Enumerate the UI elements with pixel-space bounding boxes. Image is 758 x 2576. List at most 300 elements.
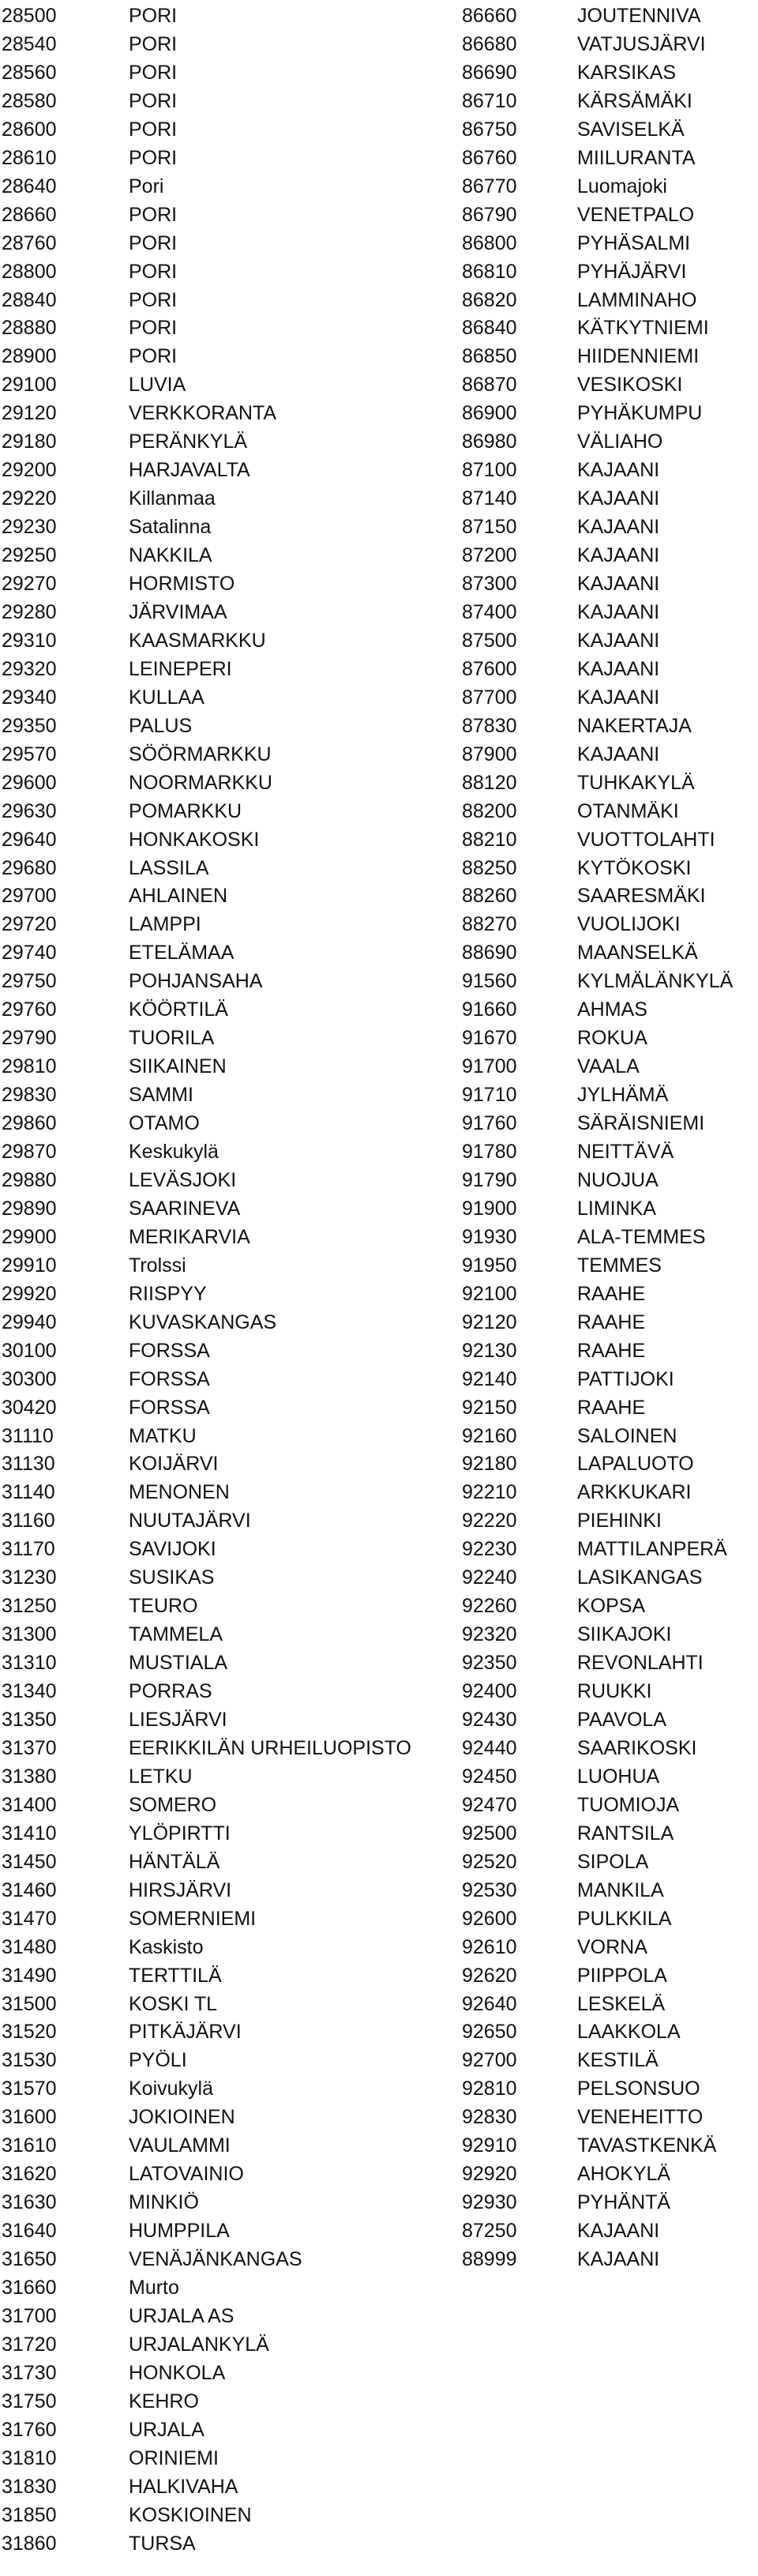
locality-name: KÄRSÄMÄKI (577, 89, 692, 112)
postal-code: 86840 (462, 317, 517, 340)
table-row (0, 1762, 758, 1791)
postal-code: 86870 (462, 374, 517, 397)
locality-name: SIIKAINEN (129, 1055, 227, 1078)
locality-name: KOIJÄRVI (129, 1453, 219, 1476)
table-row (0, 541, 758, 570)
locality-name: LIESJÄRVI (129, 1709, 227, 1731)
postal-code: 31300 (2, 1623, 57, 1646)
locality-name: KUVASKANGAS (129, 1311, 277, 1333)
postal-code: 88690 (462, 942, 517, 965)
postal-code: 92620 (462, 1964, 517, 1987)
table-row (0, 1791, 758, 1819)
postal-code: 31130 (2, 1453, 55, 1476)
postal-code: 92400 (462, 1680, 517, 1703)
locality-name: SAVISELKÄ (577, 118, 685, 141)
postal-code: 29600 (2, 771, 57, 794)
table-row (0, 882, 758, 910)
postal-code: 91950 (462, 1254, 517, 1277)
locality-name: REVONLAHTI (577, 1652, 704, 1675)
locality-name: URJALA AS (129, 2304, 235, 2327)
table-row (0, 1905, 758, 1933)
postal-code: 29230 (2, 516, 57, 539)
postal-code: 87400 (462, 600, 517, 623)
locality-name: TUORILA (129, 1027, 215, 1050)
table-row (0, 1308, 758, 1337)
postal-code: 88250 (462, 856, 517, 879)
postal-code: 92640 (462, 1992, 517, 2015)
postal-code: 31370 (2, 1736, 57, 1759)
postal-code: 92120 (462, 1311, 517, 1333)
table-row (0, 1052, 758, 1081)
locality-name: KULLAA (129, 686, 205, 709)
locality-name: SAMMI (129, 1084, 193, 1107)
postal-code: 92910 (462, 2134, 517, 2157)
locality-name: LAMPPI (129, 913, 201, 936)
postal-code: 31660 (2, 2277, 57, 2299)
postal-code: 86770 (462, 175, 517, 197)
table-row (0, 2416, 758, 2444)
table-row (0, 456, 758, 484)
locality-name: LATOVAINIO (129, 2163, 244, 2186)
table-row (0, 938, 758, 967)
table-row (0, 2103, 758, 2131)
postal-code: 91700 (462, 1055, 517, 1078)
postal-code: 86680 (462, 32, 517, 55)
postal-code: 29860 (2, 1112, 57, 1135)
postal-code: 92350 (462, 1652, 517, 1675)
locality-name: KAJAANI (577, 2248, 660, 2271)
postal-code: 31110 (2, 1424, 54, 1447)
postal-code: 31640 (2, 2220, 57, 2243)
locality-name: VERKKORANTA (129, 402, 277, 425)
locality-name: VESIKOSKI (577, 374, 683, 397)
locality-name: NOORMARKKU (129, 771, 272, 794)
locality-name: KAJAANI (577, 686, 660, 709)
postal-code: 88260 (462, 885, 517, 908)
postal-code: 31620 (2, 2163, 57, 2186)
postal-code: 31230 (2, 1566, 57, 1589)
postal-code: 28900 (2, 345, 57, 368)
locality-name: LUOHUA (577, 1765, 660, 1788)
table-row (0, 30, 758, 58)
locality-name: Satalinna (129, 516, 212, 539)
locality-name: Trolssi (129, 1254, 186, 1277)
table-row (0, 58, 758, 87)
postal-code: 92830 (462, 2106, 517, 2129)
table-row (0, 1109, 758, 1138)
locality-name: Luomajoki (577, 175, 667, 197)
table-row (0, 683, 758, 712)
table-row (0, 1166, 758, 1194)
table-row (0, 1506, 758, 1535)
table-row (0, 1848, 758, 1876)
locality-name: HORMISTO (129, 573, 235, 595)
postal-code: 31450 (2, 1850, 57, 1873)
postal-code: 31720 (2, 2333, 57, 2356)
postal-code: 31310 (2, 1652, 57, 1675)
postal-code: 87300 (462, 573, 517, 595)
postal-code: 31250 (2, 1595, 57, 1618)
locality-name: KAJAANI (577, 459, 660, 482)
locality-name: TUHKAKYLÄ (577, 771, 695, 794)
locality-name: LIMINKA (577, 1197, 657, 1220)
postal-code: 86750 (462, 118, 517, 141)
locality-name: HALKIVAHA (129, 2475, 238, 2498)
postal-code: 31340 (2, 1680, 57, 1703)
postal-code: 29790 (2, 1027, 57, 1050)
locality-name: URJALA (129, 2418, 205, 2441)
postal-code: 29880 (2, 1168, 57, 1191)
postal-code: 31600 (2, 2106, 57, 2129)
table-row (0, 427, 758, 456)
table-row (0, 399, 758, 427)
table-row (0, 2160, 758, 2188)
locality-name: PORI (129, 89, 178, 112)
postal-code: 92810 (462, 2078, 517, 2100)
table-row (0, 1592, 758, 1620)
locality-name: FORSSA (129, 1339, 210, 1362)
table-row (0, 598, 758, 626)
locality-name: PULKKILA (577, 1907, 672, 1930)
locality-name: Keskukylä (129, 1141, 219, 1163)
table-row (0, 2188, 758, 2217)
locality-name: PORI (129, 118, 178, 141)
locality-name: TERTTILÄ (129, 1964, 222, 1987)
locality-name: LEVÄSJOKI (129, 1168, 237, 1191)
postal-code: 30100 (2, 1339, 57, 1362)
postal-code: 29890 (2, 1197, 57, 1220)
locality-name: YLÖPIRTTI (129, 1822, 231, 1845)
postal-code: 28640 (2, 175, 57, 197)
locality-name: Killanmaa (129, 487, 216, 510)
table-row (0, 1450, 758, 1478)
postal-code: 28800 (2, 260, 57, 283)
postal-code: 29270 (2, 573, 57, 595)
postal-code: 29340 (2, 686, 57, 709)
postal-code: 31520 (2, 2021, 57, 2044)
table-row (0, 1677, 758, 1705)
table-row (0, 1081, 758, 1109)
table-row (0, 2131, 758, 2160)
postal-code: 92450 (462, 1765, 517, 1788)
postal-code: 31830 (2, 2475, 57, 2498)
postal-code: 91660 (462, 998, 517, 1021)
locality-name: PORI (129, 231, 178, 254)
locality-name: VENEHEITTO (577, 2106, 704, 2129)
locality-name: PELSONSUO (577, 2078, 700, 2100)
locality-name: PORI (129, 61, 178, 84)
postal-code: 29810 (2, 1055, 57, 1078)
postal-code: 29630 (2, 799, 57, 822)
locality-name: SAVIJOKI (129, 1538, 216, 1561)
locality-name: OTAMO (129, 1112, 200, 1135)
locality-name: KOSKI TL (129, 1992, 218, 2015)
table-row (0, 1478, 758, 1506)
postal-code: 31350 (2, 1709, 57, 1731)
locality-name: MUSTIALA (129, 1652, 228, 1675)
locality-name: TURSA (129, 2532, 196, 2555)
locality-name: LASIKANGAS (577, 1566, 703, 1589)
table-row (0, 1620, 758, 1649)
locality-name: HIIDENNIEMI (577, 345, 700, 368)
locality-name: SÖÖRMARKKU (129, 743, 272, 765)
postal-code: 91670 (462, 1027, 517, 1050)
table-row (0, 2, 758, 30)
locality-name: KÖÖRTILÄ (129, 998, 228, 1021)
locality-name: KOPSA (577, 1595, 646, 1618)
postal-code: 31530 (2, 2049, 57, 2072)
locality-name: RIISPYY (129, 1282, 207, 1305)
postal-code: 92140 (462, 1367, 517, 1390)
postal-code: 29910 (2, 1254, 57, 1277)
table-row (0, 825, 758, 854)
postal-code: 92220 (462, 1510, 517, 1532)
postal-code: 31610 (2, 2134, 57, 2157)
table-row (0, 2387, 758, 2416)
locality-name: MIILURANTA (577, 146, 696, 169)
postal-code: 91790 (462, 1168, 517, 1191)
locality-name: PALUS (129, 714, 193, 737)
locality-name: MANKILA (577, 1878, 664, 1901)
locality-name: Koivukylä (129, 2078, 213, 2100)
table-row (0, 2018, 758, 2046)
table-row (0, 1365, 758, 1393)
postal-code: 30300 (2, 1367, 57, 1390)
locality-name: SUSIKAS (129, 1566, 215, 1589)
locality-name: KAJAANI (577, 544, 660, 567)
postal-code: 86690 (462, 61, 517, 84)
locality-name: VUOLIJOKI (577, 913, 681, 936)
locality-name: SIIKAJOKI (577, 1623, 672, 1646)
locality-name: KEHRO (129, 2390, 199, 2412)
locality-name: PYHÄSALMI (577, 231, 691, 254)
locality-name: PIIPPOLA (577, 1964, 667, 1987)
locality-name: HONKAKOSKI (129, 828, 260, 851)
locality-name: PITKÄJÄRVI (129, 2021, 242, 2044)
postal-code: 92520 (462, 1850, 517, 1873)
locality-name: RAAHE (577, 1282, 646, 1305)
postal-code: 28760 (2, 231, 57, 254)
postal-code: 29180 (2, 431, 57, 453)
table-row (0, 1138, 758, 1166)
table-row (0, 655, 758, 683)
locality-name: JYLHÄMÄ (577, 1084, 669, 1107)
table-row (0, 854, 758, 882)
locality-name: Pori (129, 175, 164, 197)
postal-code: 86820 (462, 288, 517, 311)
postal-code: 29120 (2, 402, 57, 425)
postal-code: 29870 (2, 1141, 57, 1163)
locality-name: SAARINEVA (129, 1197, 241, 1220)
postal-code: 30420 (2, 1396, 57, 1419)
postal-code: 87140 (462, 487, 517, 510)
locality-name: KÄTKYTNIEMI (577, 317, 709, 340)
postal-code: 29740 (2, 942, 57, 965)
locality-name: KOSKIOINEN (129, 2503, 252, 2526)
table-row (0, 1422, 758, 1450)
postal-code: 29100 (2, 374, 57, 397)
locality-name: Kaskisto (129, 1935, 204, 1958)
locality-name: FORSSA (129, 1396, 210, 1419)
locality-name: JOKIOINEN (129, 2106, 235, 2129)
locality-name: LEINEPERI (129, 657, 232, 680)
postal-code: 29940 (2, 1311, 57, 1333)
locality-name: KAASMARKKU (129, 629, 266, 652)
postal-code: 88270 (462, 913, 517, 936)
locality-name: AHLAINEN (129, 885, 228, 908)
table-row (0, 797, 758, 825)
locality-name: SIPOLA (577, 1850, 649, 1873)
table-row (0, 2273, 758, 2302)
table-row (0, 1393, 758, 1422)
postal-code: 86810 (462, 260, 517, 283)
locality-name: RAAHE (577, 1396, 646, 1419)
locality-name: RANTSILA (577, 1822, 674, 1845)
table-row (0, 1535, 758, 1563)
locality-name: PORI (129, 146, 178, 169)
postal-code: 31460 (2, 1878, 57, 1901)
table-row (0, 2444, 758, 2473)
postal-code: 87830 (462, 714, 517, 737)
locality-name: KAJAANI (577, 487, 660, 510)
locality-name: VORNA (577, 1935, 647, 1958)
locality-name: HIRSJÄRVI (129, 1878, 232, 1901)
postal-code: 92610 (462, 1935, 517, 1958)
table-row (0, 967, 758, 995)
table-row (0, 1961, 758, 1990)
locality-name: VAALA (577, 1055, 640, 1078)
table-row (0, 2501, 758, 2529)
postal-code: 29830 (2, 1084, 57, 1107)
postal-code: 31700 (2, 2304, 57, 2327)
table-row (0, 2330, 758, 2359)
locality-name: LASSILA (129, 856, 209, 879)
postal-code: 31170 (2, 1538, 55, 1561)
postal-code: 92130 (462, 1339, 517, 1362)
postal-code: 86850 (462, 345, 517, 368)
locality-name: MATTILANPERÄ (577, 1538, 727, 1561)
postal-code: 29680 (2, 856, 57, 879)
locality-name: PYHÄJÄRVI (577, 260, 687, 283)
postal-code: 31470 (2, 1907, 57, 1930)
postal-code: 31860 (2, 2532, 57, 2555)
table-row (0, 229, 758, 258)
postal-code: 92240 (462, 1566, 517, 1589)
locality-name: RUUKKI (577, 1680, 652, 1703)
postal-code: 92530 (462, 1878, 517, 1901)
postal-code: 29640 (2, 828, 57, 851)
table-row (0, 1280, 758, 1308)
locality-name: PAAVOLA (577, 1709, 667, 1731)
locality-name: NAKERTAJA (577, 714, 692, 737)
locality-name: HARJAVALTA (129, 459, 250, 482)
table-row (0, 1251, 758, 1280)
postal-code: 29200 (2, 459, 57, 482)
postal-code: 88120 (462, 771, 517, 794)
locality-name: LUVIA (129, 374, 186, 397)
locality-name: AHMAS (577, 998, 647, 1021)
table-row (0, 1734, 758, 1762)
table-row (0, 769, 758, 797)
postal-code: 92430 (462, 1709, 517, 1731)
locality-name: SOMERO (129, 1793, 217, 1816)
locality-name: FORSSA (129, 1367, 210, 1390)
locality-name: KAJAANI (577, 743, 660, 765)
postal-code: 28840 (2, 288, 57, 311)
postal-code: 29920 (2, 1282, 57, 1305)
table-row (0, 2046, 758, 2074)
locality-name: NUUTAJÄRVI (129, 1510, 251, 1532)
postal-code: 92500 (462, 1822, 517, 1845)
postal-code: 92930 (462, 2191, 517, 2214)
locality-name: KAJAANI (577, 573, 660, 595)
table-row (0, 1933, 758, 1961)
locality-name: SAARESMÄKI (577, 885, 706, 908)
table-row (0, 1990, 758, 2018)
postal-code: 31850 (2, 2503, 57, 2526)
postal-code: 29720 (2, 913, 57, 936)
postal-code: 31730 (2, 2361, 57, 2384)
table-row (0, 2473, 758, 2501)
postal-code: 92210 (462, 1481, 517, 1504)
postal-code: 28540 (2, 32, 57, 55)
table-row (0, 1194, 758, 1223)
locality-name: JOUTENNIVA (577, 5, 701, 27)
locality-name: PORI (129, 203, 178, 226)
postal-code: 31750 (2, 2390, 57, 2412)
postal-code: 31650 (2, 2248, 57, 2271)
postal-code: 29700 (2, 885, 57, 908)
postal-code: 91780 (462, 1141, 517, 1163)
locality-name: PATTIJOKI (577, 1367, 674, 1390)
postal-code: 87250 (462, 2220, 517, 2243)
postal-code: 29760 (2, 998, 57, 1021)
locality-name: ROKUA (577, 1027, 647, 1050)
postal-code: 91560 (462, 970, 517, 993)
postal-code: 86660 (462, 5, 517, 27)
table-row (0, 1819, 758, 1848)
locality-name: PORI (129, 260, 178, 283)
locality-name: VENETPALO (577, 203, 695, 226)
postal-code: 28880 (2, 317, 57, 340)
table-row (0, 2074, 758, 2103)
locality-name: VÄLIAHO (577, 431, 663, 453)
locality-name: LESKELÄ (577, 1992, 666, 2015)
locality-name: LAAKKOLA (577, 2021, 681, 2044)
locality-name: PORI (129, 5, 178, 27)
locality-name: SAARIKOSKI (577, 1736, 697, 1759)
table-row (0, 1649, 758, 1677)
locality-name: MERIKARVIA (129, 1225, 250, 1248)
postal-code: 91760 (462, 1112, 517, 1135)
locality-name: SOMERNIEMI (129, 1907, 257, 1930)
locality-name: RAAHE (577, 1311, 646, 1333)
postal-code: 92150 (462, 1396, 517, 1419)
postal-code: 92700 (462, 2049, 517, 2072)
postal-code: 28600 (2, 118, 57, 141)
locality-name: KAJAANI (577, 629, 660, 652)
postal-code: 31630 (2, 2191, 57, 2214)
locality-name: MINKIÖ (129, 2191, 199, 2214)
locality-name: HONKOLA (129, 2361, 226, 2384)
locality-name: VATJUSJÄRVI (577, 32, 706, 55)
postal-code: 92470 (462, 1793, 517, 1816)
postal-code: 91930 (462, 1225, 517, 1248)
postal-code: 28660 (2, 203, 57, 226)
locality-name: KESTILÄ (577, 2049, 659, 2072)
postal-code: 87200 (462, 544, 517, 567)
locality-name: NUOJUA (577, 1168, 659, 1191)
